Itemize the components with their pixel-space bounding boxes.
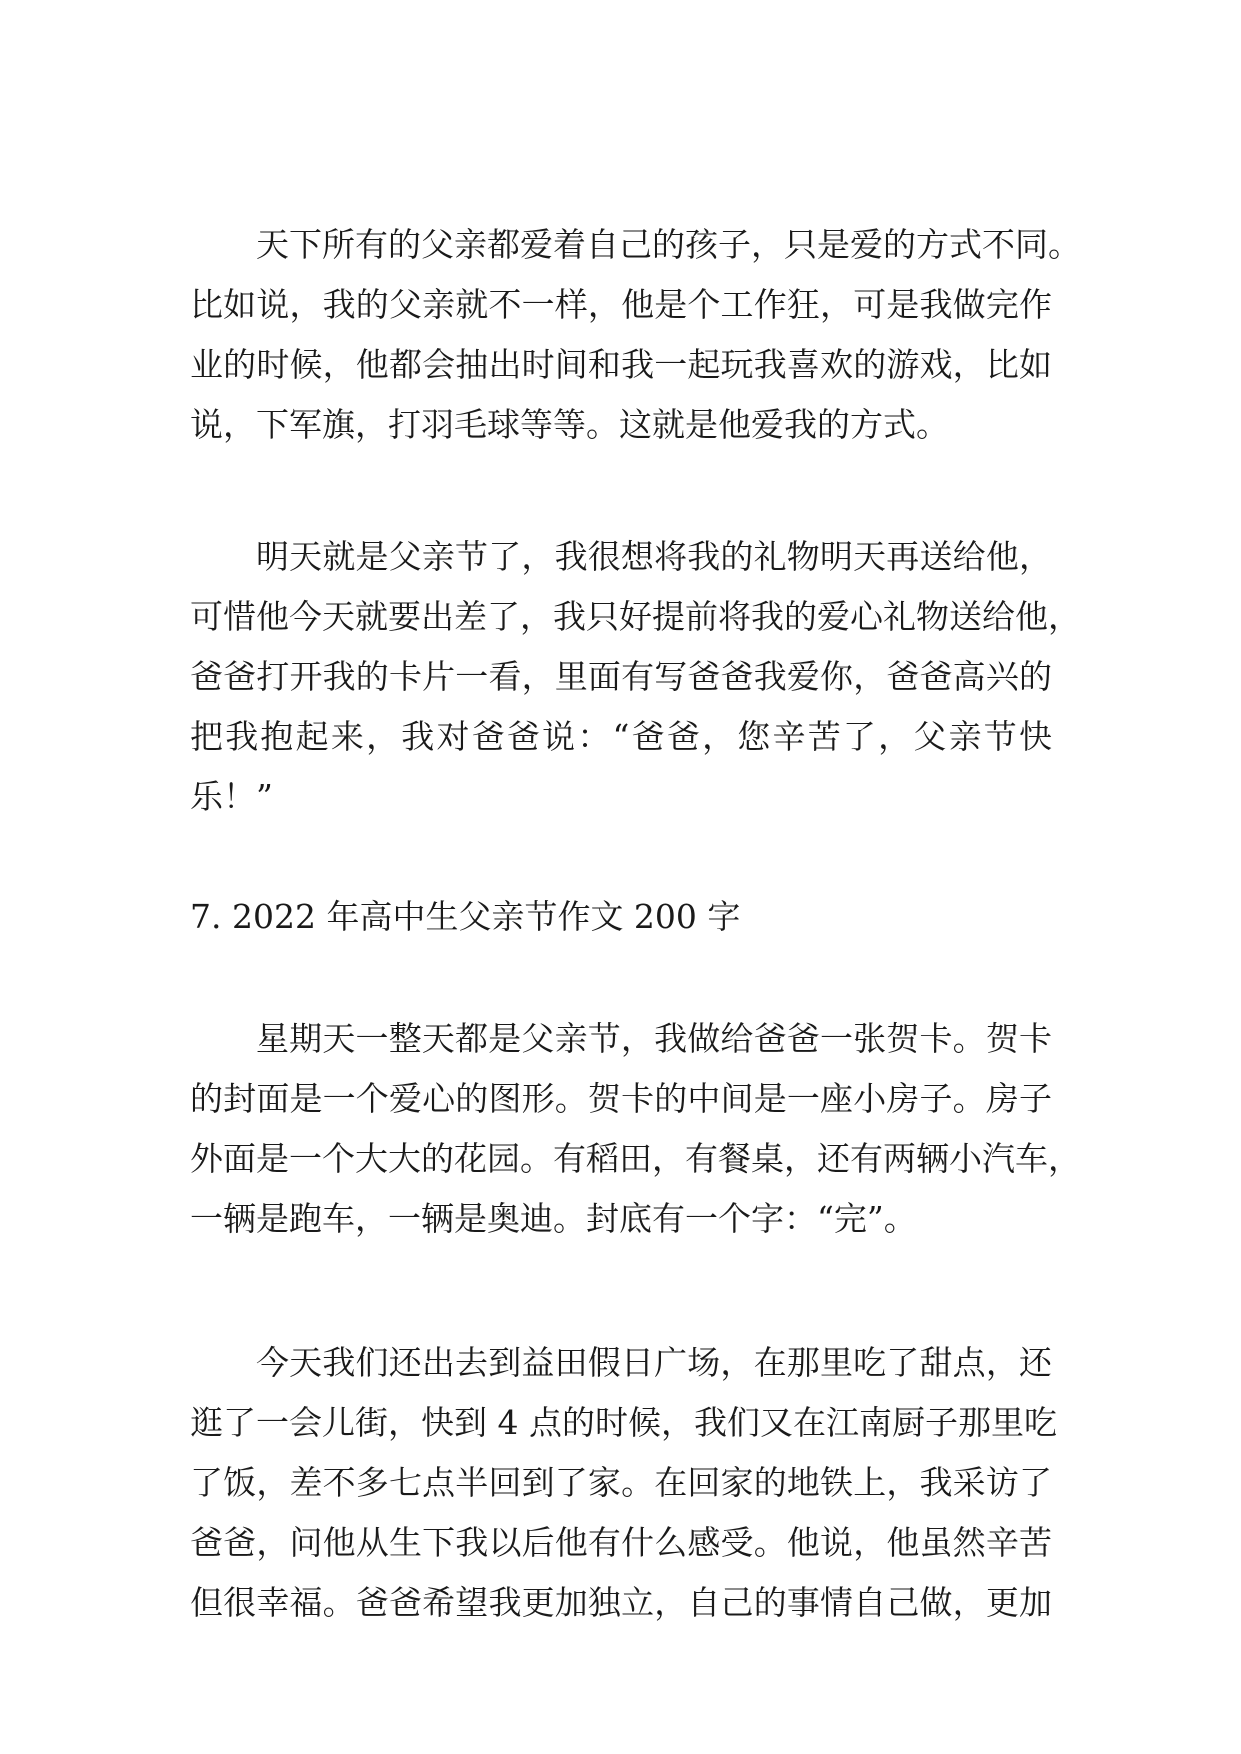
paragraph-line: 今天我们还出去到益田假日广场，在那里吃了甜点，还 (256, 1343, 1052, 1382)
paragraph-line: 爸爸打开我的卡片一看，里面有写爸爸我爱你，爸爸高兴的 (190, 657, 1052, 696)
paragraph-line: 把我抱起来，我对爸爸说：“爸爸，您辛苦了，父亲节快 (190, 717, 1052, 756)
paragraph-line: 逛了一会儿街，快到 4 点的时候，我们又在江南厨子那里吃 (190, 1403, 1057, 1442)
section-heading: 7. 2022 年高中生父亲节作文 200 字 (190, 897, 741, 936)
paragraph-gift (190, 527, 1081, 827)
paragraph-line: 乐！” (190, 777, 273, 816)
paragraph-line: 但很幸福。爸爸希望我更加独立，自己的事情自己做，更加 (190, 1583, 1052, 1622)
paragraph-line: 比如说，我的父亲就不一样，他是个工作狂，可是我做完作 (190, 285, 1052, 324)
paragraph-line: 明天就是父亲节了，我很想将我的礼物明天再送给他， (256, 537, 1052, 576)
paragraph-spacer (190, 455, 1052, 527)
paragraph-greeting-card (190, 1009, 1081, 1249)
paragraph-line: 星期天一整天都是父亲节，我做给爸爸一张贺卡。贺卡 (256, 1019, 1052, 1058)
paragraph-line: 可惜他今天就要出差了，我只好提前将我的爱心礼物送给他， (190, 597, 1081, 636)
paragraph-father-love (190, 215, 1081, 455)
paragraph-line: 外面是一个大大的花园。有稻田，有餐桌，还有两辆小汽车， (190, 1139, 1081, 1178)
paragraph-spacer (190, 947, 1052, 1009)
document-page (190, 215, 1081, 1633)
paragraph-spacer (190, 1249, 1052, 1333)
paragraph-line: 业的时候，他都会抽出时间和我一起玩我喜欢的游戏，比如 (190, 345, 1052, 384)
paragraph-line: 了饭，差不多七点半回到了家。在回家的地铁上，我采访了 (190, 1463, 1052, 1502)
paragraph-line: 的封面是一个爱心的图形。贺卡的中间是一座小房子。房子 (190, 1079, 1052, 1118)
paragraph-line: 天下所有的父亲都爱着自己的孩子，只是爱的方式不同。 (256, 225, 1081, 264)
paragraph-line: 一辆是跑车，一辆是奥迪。封底有一个字：“完”。 (190, 1199, 917, 1238)
paragraph-line: 说，下军旗，打羽毛球等等。这就是他爱我的方式。 (190, 405, 949, 444)
paragraph-spacer (190, 827, 1052, 887)
paragraph-line: 爸爸，问他从生下我以后他有什么感受。他说，他虽然辛苦 (190, 1523, 1052, 1562)
paragraph-outing (190, 1333, 1057, 1633)
